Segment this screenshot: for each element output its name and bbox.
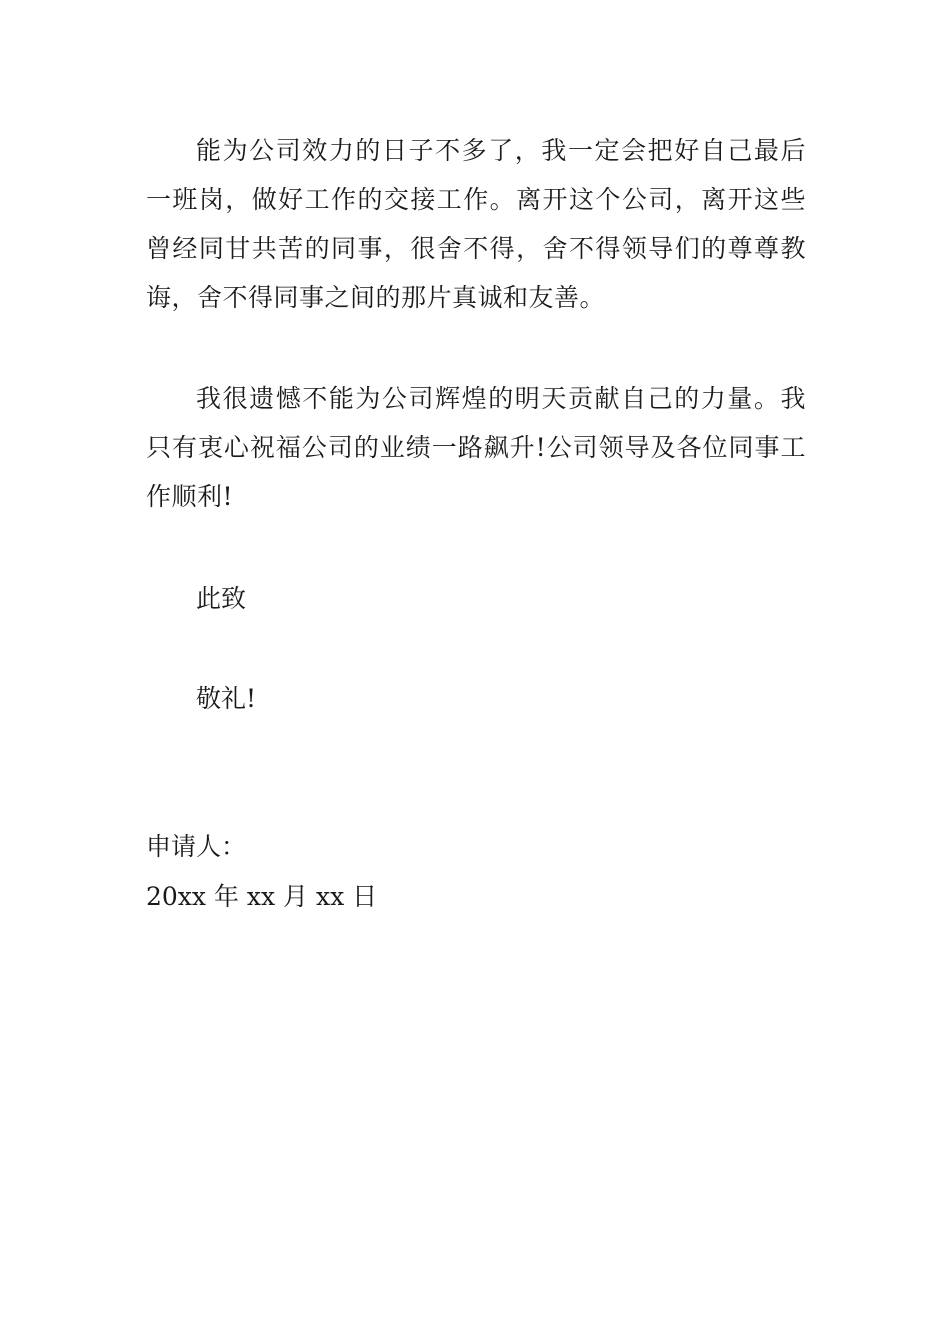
applicant-label: 申请人： <box>146 832 247 861</box>
closing-salutation: 此致 <box>196 584 247 613</box>
letter-date: 20xx 年 xx 月 xx 日 <box>146 882 378 911</box>
body-paragraph-1: 能为公司效力的日子不多了，我一定会把好自己最后一班岗，做好工作的交接工作。离开这个公司，离开这些曾经同甘共苦的同事，很舍不得，舍不得领导们的尊尊教诲，舍不得同事之间的那片真诚和友善。 <box>146 136 806 312</box>
closing-regards: 敬礼! <box>196 684 257 713</box>
body-paragraph-2: 我很遗憾不能为公司辉煌的明天贡献自己的力量。我只有衷心祝福公司的业绩一路飙升!公司领导及各位同事工作顺利! <box>146 384 806 511</box>
